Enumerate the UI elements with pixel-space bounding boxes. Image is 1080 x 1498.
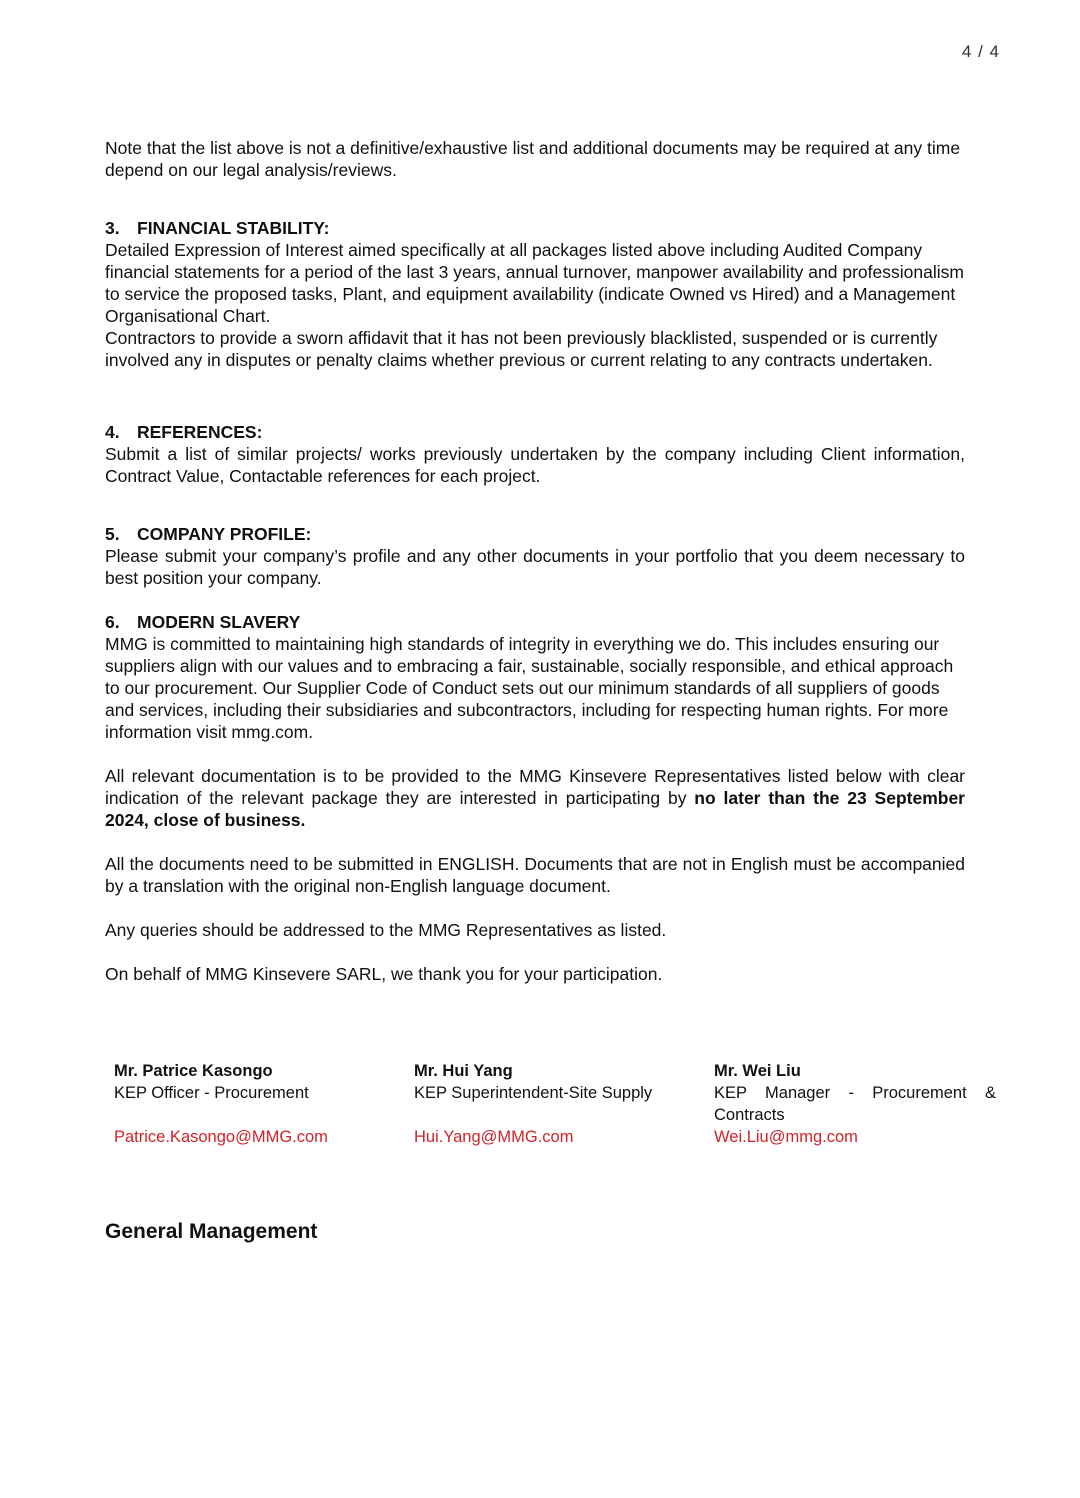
section-number: 5. [105, 524, 120, 544]
signatory-role: KEP Superintendent-Site Supply [414, 1084, 653, 1102]
section-title: REFERENCES: [137, 422, 263, 442]
signatory-role: KEP Manager - Procurement & Contracts [714, 1084, 996, 1124]
section-heading-slavery [105, 611, 965, 633]
section-number: 6. [105, 612, 120, 632]
section-title: COMPANY PROFILE: [137, 524, 312, 544]
signatory-name: Mr. Patrice Kasongo [114, 1062, 273, 1080]
slavery-paragraph: MMG is committed to maintaining high standards of integrity in everything we do. This includes ensuring our suppliers align with our values and to embracing a fair, sustainable, socially responsible, and ethical approach to our procurement. Our Supplier Code of Conduct sets out our minimum standards of all suppliers of goods and services, including their subsidiaries and subcontractors, including for respecting human rights. For more information visit mmg.com. [105, 634, 954, 742]
profile-paragraph: Please submit your company’s profile and any other documents in your portfolio that you deem necessary to best position your company. [105, 546, 965, 588]
signatory-role: KEP Officer - Procurement [114, 1084, 309, 1102]
signatory-name: Mr. Hui Yang [414, 1062, 513, 1080]
signatory-email-link[interactable]: Hui.Yang@MMG.com [414, 1128, 574, 1146]
signatory [114, 1060, 414, 1148]
section-heading-financial [105, 217, 965, 239]
page-number: 4 / 4 [961, 42, 1000, 61]
signatory-email-link[interactable]: Wei.Liu@mmg.com [714, 1128, 858, 1146]
english-paragraph: All the documents need to be submitted in ENGLISH. Documents that are not in English must be accompanied by a translation with the original non-English language document. [105, 854, 965, 896]
section-number: 4. [105, 422, 120, 442]
section-heading-profile [105, 523, 965, 545]
note-paragraph: Note that the list above is not a definitive/exhaustive list and additional documents may be required at any time depend on our legal analysis/reviews. [105, 138, 961, 180]
signatory [714, 1060, 996, 1148]
signatory [414, 1060, 714, 1148]
section-number: 3. [105, 218, 120, 238]
section-title: FINANCIAL STABILITY: [137, 218, 330, 238]
financial-paragraph-1: Detailed Expression of Interest aimed specifically at all packages listed above including Audited Company financial statements for a period of the last 3 years, annual turnover, manpower availability and professionalism to service the proposed tasks, Plant, and equipment availability (indicate Owned vs Hired) and a Management Organisational Chart. [105, 240, 964, 326]
documentation-paragraph [105, 765, 965, 831]
thanks-paragraph: On behalf of MMG Kinsevere SARL, we thank you for your participation. [105, 964, 663, 984]
footer-title: General Management [105, 1220, 318, 1243]
references-paragraph: Submit a list of similar projects/ works previously undertaken by the company including Client information, Contract Value, Contactable references for each project. [105, 444, 965, 486]
financial-paragraph-2: Contractors to provide a sworn affidavit that it has not been previously blacklisted, suspended or is currently involved any in disputes or penalty claims whether previous or current relating to any contracts undertaken. [105, 328, 938, 370]
deadline-text: no later than the 23 September 2024, close of business. [105, 788, 965, 830]
signatory-email-link[interactable]: Patrice.Kasongo@MMG.com [114, 1128, 328, 1146]
queries-paragraph: Any queries should be addressed to the MMG Representatives as listed. [105, 920, 667, 940]
section-title: MODERN SLAVERY [137, 612, 301, 632]
section-heading-references [105, 421, 965, 443]
signatories-block [114, 1060, 996, 1148]
documentation-text: All relevant documentation is to be provided to the MMG Kinsevere Representatives listed below with clear indication of the relevant package they are interested in participating by [105, 766, 965, 808]
document-body [105, 137, 965, 985]
signatory-name: Mr. Wei Liu [714, 1062, 801, 1080]
